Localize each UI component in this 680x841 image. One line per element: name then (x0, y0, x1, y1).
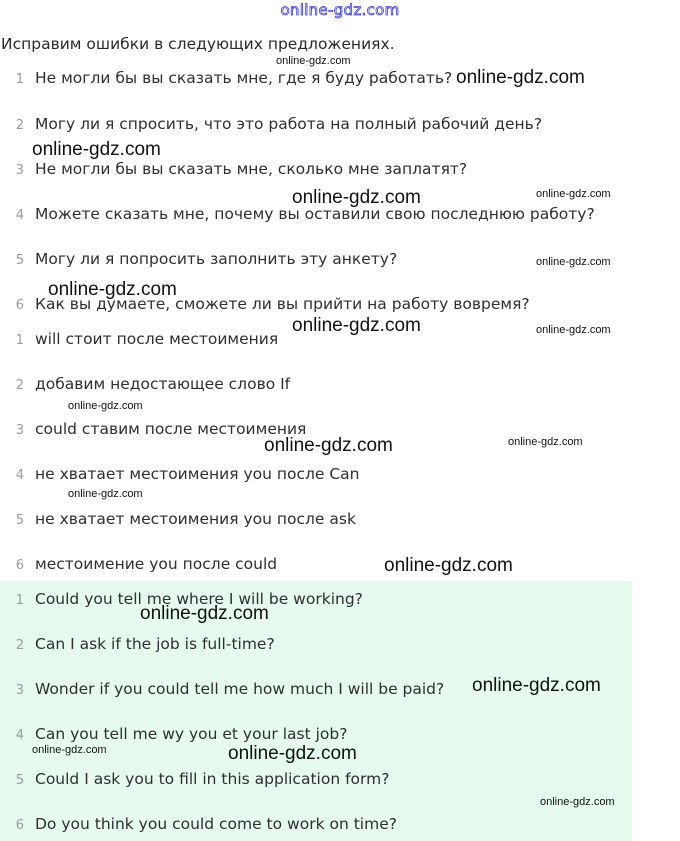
item-text: Как вы думаете, сможете ли вы прийти на работу вовремя? (35, 295, 530, 313)
item-text: Could you tell me where I will be working? (35, 590, 363, 608)
item-text: Не могли бы вы сказать мне, сколько мне заплатят? (35, 160, 468, 178)
item-number: 1 (15, 593, 24, 608)
item-number: 2 (15, 638, 24, 653)
watermark: online-gdz.com (384, 555, 513, 576)
explanation-item (0, 463, 360, 485)
watermark: online-gdz.com (508, 436, 583, 448)
watermark: online-gdz.com (472, 675, 601, 696)
item-text: Can I ask if the job is full-time? (35, 635, 275, 653)
item-number: 1 (15, 72, 24, 87)
watermark: online-gdz.com (536, 324, 611, 336)
item-number: 3 (15, 163, 24, 178)
item-text: не хватает местоимения you после Can (35, 465, 360, 483)
item-text: could ставим после местоимения (35, 420, 307, 438)
item-number: 2 (15, 378, 24, 393)
item-text: will стоит после местоимения (35, 330, 279, 348)
explanation-item (0, 553, 277, 575)
item-text: не хватает местоимения you после ask (35, 510, 356, 528)
item-number: 5 (15, 773, 24, 788)
item-text: местоимение you после could (35, 555, 278, 573)
item-number: 4 (15, 468, 24, 483)
answer-item (0, 678, 444, 700)
item-number: 1 (15, 333, 24, 348)
correction-item (0, 158, 467, 180)
watermark: online-gdz.com (264, 435, 393, 456)
item-text: Wonder if you could tell me how much I will be paid? (35, 680, 445, 698)
explanation-item (0, 418, 306, 440)
item-number: 6 (15, 298, 24, 313)
item-number: 5 (15, 513, 24, 528)
item-text: Do you think you could come to work on time? (35, 815, 397, 833)
watermark: online-gdz.com (68, 400, 143, 412)
watermark: online-gdz.com (536, 188, 611, 200)
watermark: online-gdz.com (456, 67, 585, 88)
item-number: 6 (15, 818, 24, 833)
explanation-item (0, 373, 290, 395)
item-number: 2 (15, 118, 24, 133)
instruction-heading: Исправим ошибки в следующих предложениях. (1, 35, 395, 53)
watermark: online-gdz.com (292, 187, 421, 208)
watermark: online-gdz.com (540, 796, 615, 808)
item-text: Can you tell me wy you et your last job? (35, 725, 348, 743)
watermark: online-gdz.com (32, 139, 161, 160)
explanation-item (0, 508, 356, 530)
item-text: Could I ask you to fill in this application form? (35, 770, 390, 788)
answer-item (0, 723, 347, 745)
watermark: online-gdz.com (228, 743, 357, 764)
watermark: online-gdz.com (48, 279, 177, 300)
answer-item (0, 633, 275, 655)
item-text: Могу ли я попросить заполнить эту анкету? (35, 250, 398, 268)
answer-panel (0, 581, 632, 841)
item-text: добавим недостающее слово If (35, 375, 291, 393)
watermark: online-gdz.com (292, 315, 421, 336)
watermark: online-gdz.com (140, 603, 269, 624)
explanation-item (0, 328, 278, 350)
correction-item (0, 248, 397, 270)
item-text: Не могли бы вы сказать мне, где я буду работать? (35, 69, 453, 87)
item-number: 4 (15, 728, 24, 743)
item-number: 5 (15, 253, 24, 268)
watermark: online-gdz.com (32, 744, 107, 756)
correction-item (0, 67, 452, 89)
watermark: online-gdz.com (68, 488, 143, 500)
item-number: 3 (15, 683, 24, 698)
item-text: Могу ли я спросить, что это работа на полный рабочий день? (35, 115, 543, 133)
correction-item (0, 113, 542, 135)
item-number: 3 (15, 423, 24, 438)
item-text: Можете сказать мне, почему вы оставили свою последнюю работу? (35, 205, 595, 223)
item-number: 4 (15, 208, 24, 223)
answer-item (0, 768, 389, 790)
answer-item (0, 813, 397, 835)
watermark: online-gdz.com (536, 256, 611, 268)
watermark: online-gdz.com (276, 55, 351, 67)
site-logo[interactable]: online-gdz.com (280, 1, 400, 19)
item-number: 6 (15, 558, 24, 573)
